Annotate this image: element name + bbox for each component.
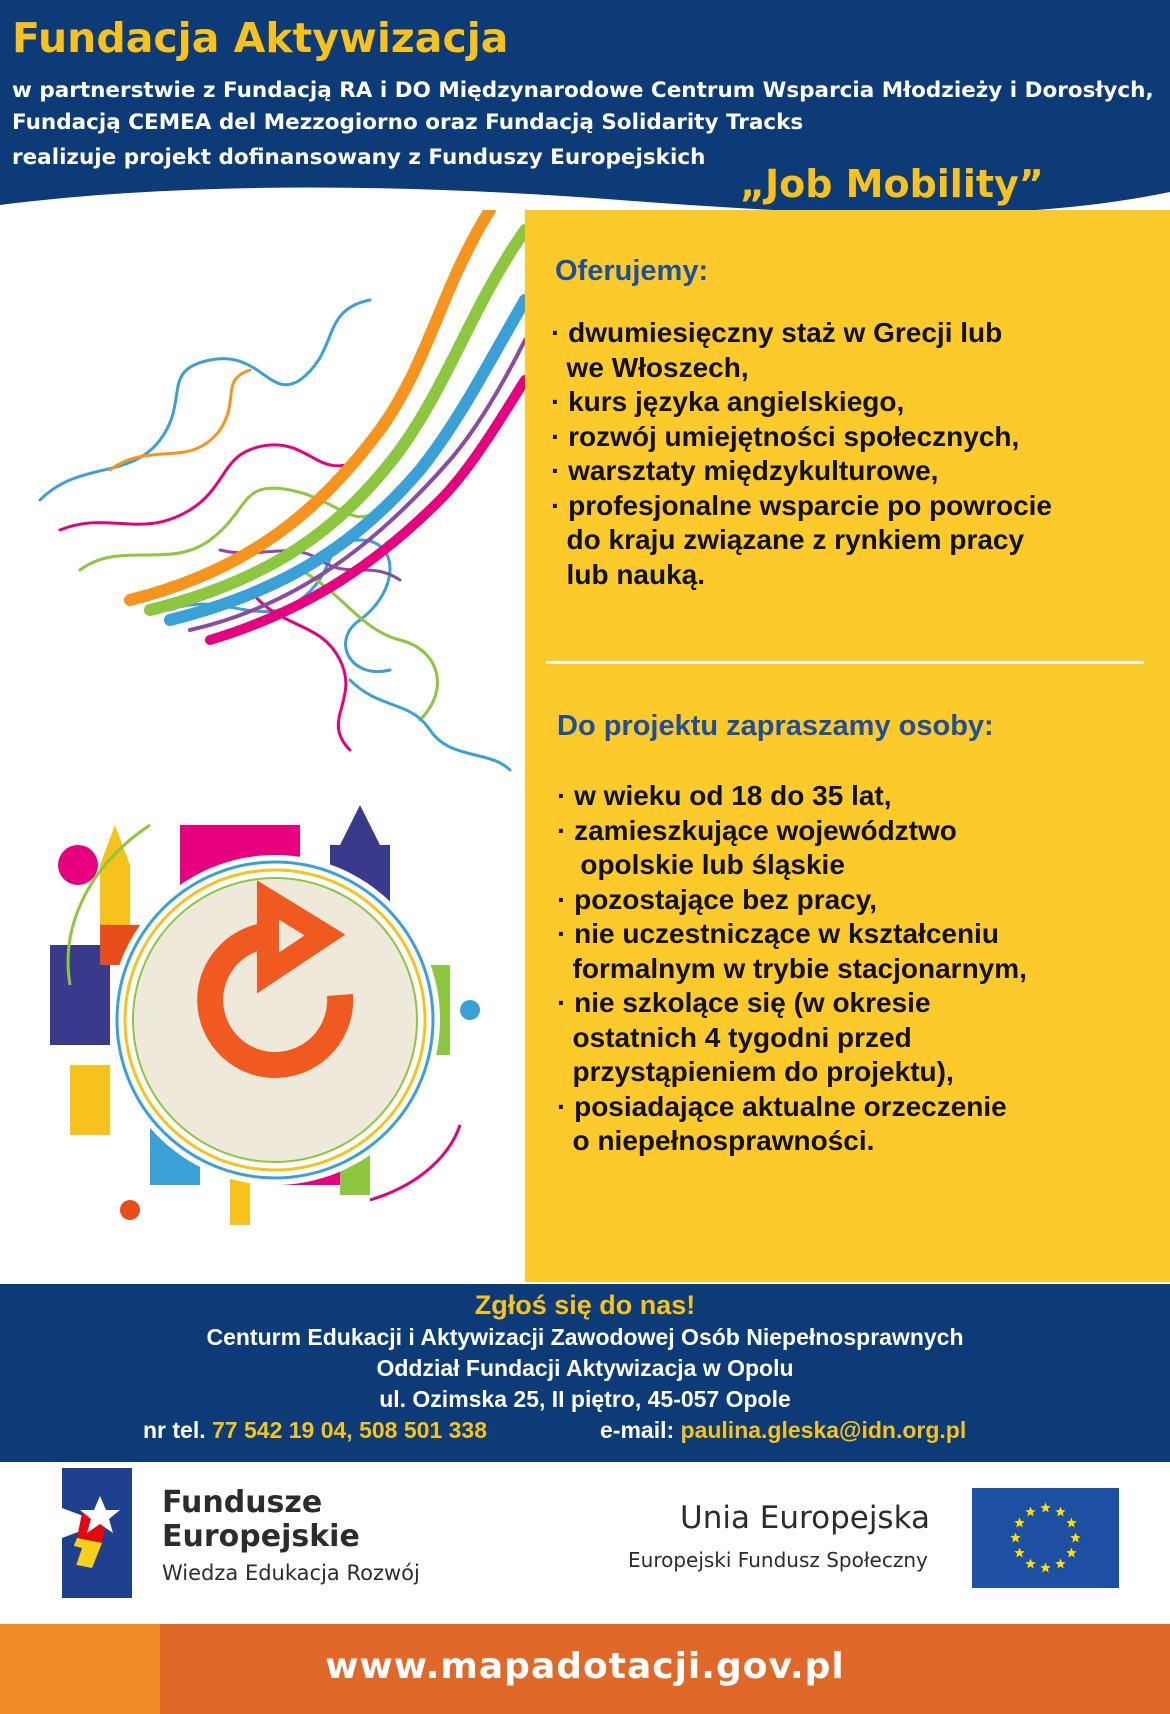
contact-address: ul. Ozimska 25, II piętro, 45-057 Opole xyxy=(379,1386,791,1412)
contact-organization: Centurm Edukacji i Aktywizacji Zawodowej Osób Niepełnosprawnych xyxy=(206,1324,964,1350)
offer-item: · dwumiesięczny staż w Grecji lub we Włoszech, xyxy=(551,317,1003,383)
eligibility-item: · w wieku od 18 do 35 lat, xyxy=(557,780,892,811)
project-name: „Job Mobility” xyxy=(740,162,1044,206)
eu-flag-icon xyxy=(972,1488,1119,1588)
phone-row xyxy=(143,1417,487,1444)
offer-list xyxy=(551,316,1052,592)
phone-label: nr tel. xyxy=(143,1417,206,1443)
subtitle-line: w partnerstwie z Fundacją RA i DO Międzynarodowe Centrum Wsparcia Młodzieży i Dorosłych, xyxy=(12,78,1154,103)
subtitle-line: Fundacją CEMEA del Mezzogiorno oraz Fundacją Solidarity Tracks xyxy=(12,110,804,135)
offer-item: · warsztaty międzykulturowe, xyxy=(551,455,939,486)
eu-logo-subtext: Europejski Fundusz Społeczny xyxy=(628,1548,928,1572)
offer-item: · profesjonalne wsparcie po powrocie do kraju związane z rynkiem pracy lub nauką. xyxy=(551,489,1052,590)
europe-map-illustration xyxy=(20,210,525,780)
contact-cta: Zgłoś się do nas! xyxy=(474,1290,696,1320)
offer-item: · kurs języka angielskiego, xyxy=(551,386,905,417)
fe-logo-text: Europejskie xyxy=(162,1519,360,1554)
email-link[interactable]: paulina.gleska@idn.org.pl xyxy=(680,1417,967,1443)
eligibility-item: · zamieszkujące województwo opolskie lub śląskie xyxy=(557,814,957,880)
eligibility-list xyxy=(557,779,1027,1159)
eligibility-item: · posiadające aktualne orzeczenie o niepełnosprawności. xyxy=(557,1090,1007,1156)
fundusze-europejskie-logo xyxy=(62,1468,132,1598)
world-landmarks-illustration xyxy=(40,805,510,1245)
email-label: e-mail: xyxy=(600,1417,675,1443)
subtitle-line: realizuje projekt dofinansowany z Funduszy Europejskich xyxy=(12,145,706,170)
email-row xyxy=(600,1417,966,1444)
phone-numbers[interactable]: 77 542 19 04, 508 501 338 xyxy=(212,1417,487,1443)
offer-heading: Oferujemy: xyxy=(555,255,709,287)
fe-logo-text: Fundusze xyxy=(162,1485,323,1520)
website-url[interactable]: www.mapadotacji.gov.pl xyxy=(325,1646,845,1687)
eu-logo-text: Unia Europejska xyxy=(680,1500,930,1536)
foundation-title: Fundacja Aktywizacja xyxy=(12,14,509,62)
offer-item: · rozwój umiejętności społecznych, xyxy=(551,420,1020,452)
eligibility-item: · pozostające bez pracy, xyxy=(557,883,878,915)
contact-branch: Oddział Fundacji Aktywizacja w Opolu xyxy=(376,1355,794,1381)
invite-heading: Do projektu zapraszamy osoby: xyxy=(557,710,994,742)
fe-logo-tagline: Wiedza Edukacja Rozwój xyxy=(162,1561,420,1585)
eligibility-item: · nie szkolące się (w okresie ostatnich 4 tygodni przed przystąpieniem do projektu), xyxy=(557,987,954,1087)
section-divider xyxy=(546,661,1144,664)
eligibility-item: · nie uczestniczące w kształceniu formalnym w trybie stacjonarnym, xyxy=(557,918,1027,984)
